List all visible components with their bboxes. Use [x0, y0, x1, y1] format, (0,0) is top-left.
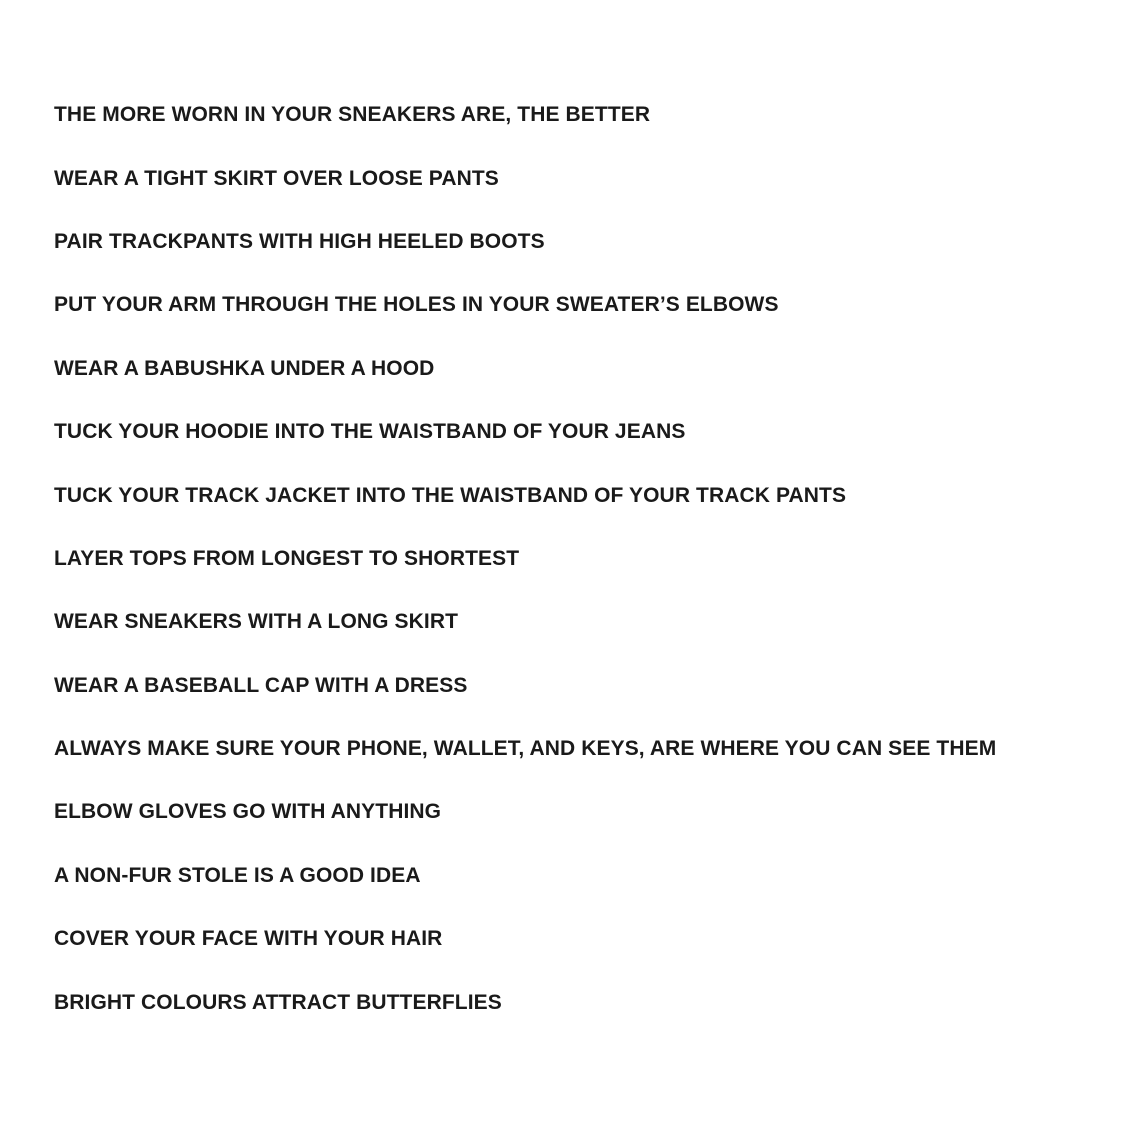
list-item: TUCK YOUR TRACK JACKET INTO THE WAISTBAND OF YOUR TRACK PANTS [54, 484, 847, 507]
list-item: WEAR A TIGHT SKIRT OVER LOOSE PANTS [54, 167, 499, 190]
list-item: COVER YOUR FACE WITH YOUR HAIR [54, 927, 443, 950]
list-item: BRIGHT COLOURS ATTRACT BUTTERFLIES [54, 991, 502, 1014]
list-item: LAYER TOPS FROM LONGEST TO SHORTEST [54, 547, 520, 570]
list-item: WEAR A BASEBALL CAP WITH A DRESS [54, 674, 468, 697]
list-item: PAIR TRACKPANTS WITH HIGH HEELED BOOTS [54, 230, 545, 253]
list-item: THE MORE WORN IN YOUR SNEAKERS ARE, THE BETTER [54, 103, 651, 126]
list-item: ELBOW GLOVES GO WITH ANYTHING [54, 800, 442, 823]
list-item: PUT YOUR ARM THROUGH THE HOLES IN YOUR SWEATER’S ELBOWS [54, 293, 779, 316]
list-item: WEAR SNEAKERS WITH A LONG SKIRT [54, 610, 459, 633]
list-item: TUCK YOUR HOODIE INTO THE WAISTBAND OF YOUR JEANS [54, 420, 686, 443]
list-item: A NON-FUR STOLE IS A GOOD IDEA [54, 864, 421, 887]
list-item: WEAR A BABUSHKA UNDER A HOOD [54, 357, 435, 380]
list-item: ALWAYS MAKE SURE YOUR PHONE, WALLET, AND KEYS, ARE WHERE YOU CAN SEE THEM [54, 737, 997, 760]
